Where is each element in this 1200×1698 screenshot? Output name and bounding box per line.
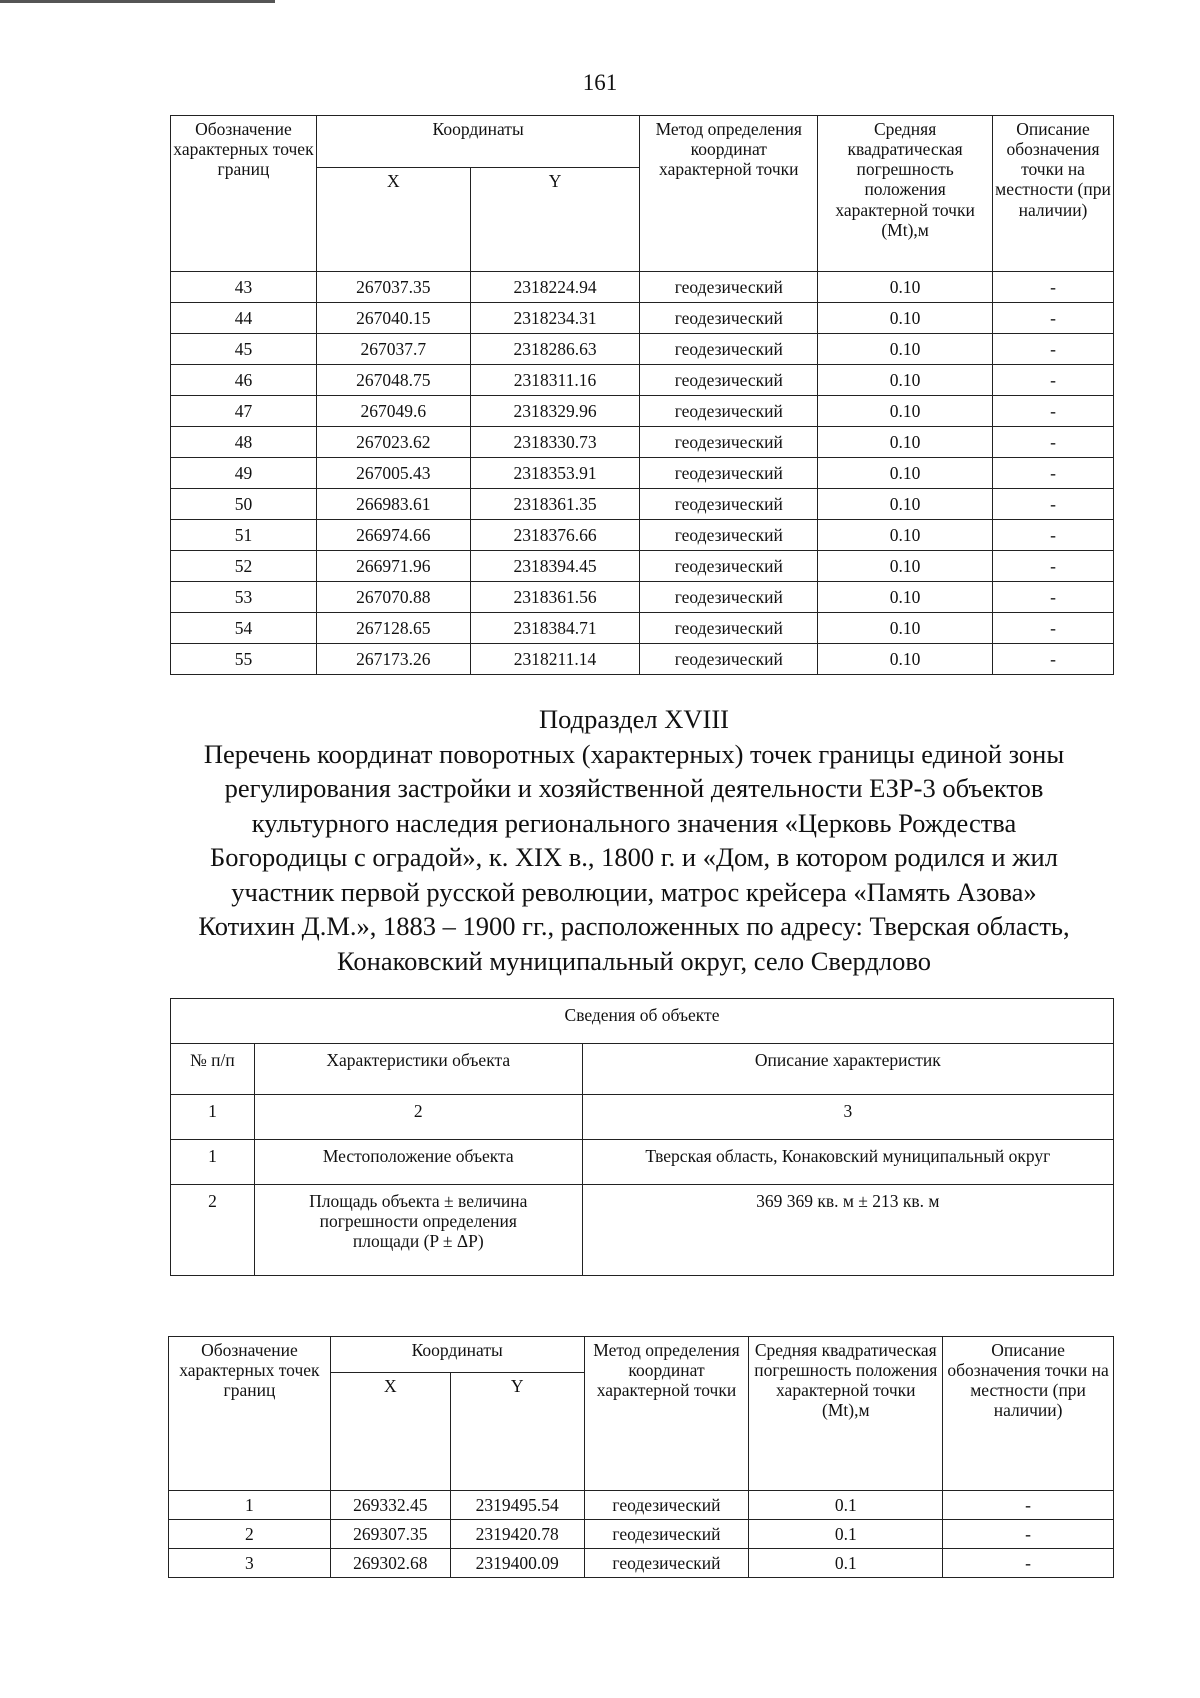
row-number: 1 — [171, 1140, 255, 1185]
point-description: - — [993, 520, 1114, 551]
coord-x: 267128.65 — [316, 613, 470, 644]
coord-x: 269332.45 — [330, 1491, 450, 1520]
point-label: 51 — [171, 520, 317, 551]
coord-y: 2318376.66 — [470, 520, 640, 551]
coord-y: 2318361.35 — [470, 489, 640, 520]
header-description: Описание обозначения точки на местности (при наличии) — [943, 1337, 1114, 1491]
section-title: Подраздел XVIII — [539, 704, 729, 734]
coord-x: 266974.66 — [316, 520, 470, 551]
coordinates-table-bottom — [168, 1336, 1114, 1578]
column-number-1: 1 — [171, 1095, 255, 1140]
table-row — [171, 613, 1114, 644]
mean-error: 0.10 — [818, 272, 993, 303]
method: геодезический — [584, 1491, 749, 1520]
table-row — [169, 1520, 1114, 1549]
header-description: Описание обозначения точки на местности (при наличии) — [993, 116, 1114, 272]
table-row — [171, 303, 1114, 334]
coord-y: 2318384.71 — [470, 613, 640, 644]
mean-error: 0.10 — [818, 582, 993, 613]
mean-error: 0.10 — [818, 365, 993, 396]
point-description: - — [993, 303, 1114, 334]
header-y: Y — [470, 168, 640, 272]
point-description: - — [993, 396, 1114, 427]
point-description: - — [993, 551, 1114, 582]
section-text-line: Конаковский муниципальный округ, село Свердлово — [337, 945, 931, 976]
point-label: 46 — [171, 365, 317, 396]
coord-x: 267049.6 — [316, 396, 470, 427]
section-text-line: Котихин Д.М.», 1883 – 1900 гг., расположенных по адресу: Тверская область, — [198, 911, 1070, 941]
table-row — [171, 582, 1114, 613]
page-number: 161 — [582, 70, 618, 95]
header-characteristics-description: Описание характеристик — [582, 1044, 1113, 1095]
table-row — [171, 272, 1114, 303]
coord-x: 267037.35 — [316, 272, 470, 303]
top-edge-line — [0, 0, 275, 3]
point-label: 48 — [171, 427, 317, 458]
table-row — [171, 427, 1114, 458]
point-label: 3 — [169, 1549, 331, 1578]
method: геодезический — [640, 489, 818, 520]
point-description: - — [993, 334, 1114, 365]
section-text-line: регулирования застройки и хозяйственной деятельности ЕЗР-3 объектов — [224, 773, 1044, 803]
table-row — [169, 1549, 1114, 1578]
method: геодезический — [640, 551, 818, 582]
point-description: - — [943, 1549, 1114, 1578]
point-label: 53 — [171, 582, 317, 613]
point-description: - — [993, 489, 1114, 520]
point-description: - — [993, 582, 1114, 613]
method: геодезический — [584, 1520, 749, 1549]
mean-error: 0.10 — [818, 396, 993, 427]
coord-y: 2319495.54 — [450, 1491, 584, 1520]
row-number: 2 — [171, 1185, 255, 1276]
method: геодезический — [640, 458, 818, 489]
coord-x: 267037.7 — [316, 334, 470, 365]
method: геодезический — [640, 396, 818, 427]
table-row — [171, 520, 1114, 551]
coord-y: 2318361.56 — [470, 582, 640, 613]
coord-y: 2318311.16 — [470, 365, 640, 396]
method: геодезический — [584, 1549, 749, 1578]
row-characteristic: Местоположение объекта — [254, 1140, 582, 1185]
mean-error: 0.10 — [818, 644, 993, 675]
object-info-table — [170, 998, 1114, 1276]
point-description: - — [993, 272, 1114, 303]
point-label: 50 — [171, 489, 317, 520]
mean-error: 0.10 — [818, 427, 993, 458]
section-text-line: культурного наследия регионального значения «Церковь Рождества — [251, 807, 1017, 838]
coord-x: 267173.26 — [316, 644, 470, 675]
row-characteristic: Площадь объекта ± величина погрешности определения площади (P ± ΔP) — [254, 1185, 582, 1276]
method: геодезический — [640, 582, 818, 613]
point-description: - — [943, 1491, 1114, 1520]
method: геодезический — [640, 365, 818, 396]
row-value: Тверская область, Конаковский муниципальный округ — [582, 1140, 1113, 1185]
mean-error: 0.10 — [818, 613, 993, 644]
point-description: - — [993, 644, 1114, 675]
table-row — [171, 458, 1114, 489]
coord-x: 267023.62 — [316, 427, 470, 458]
section-text-line: участник первой русской революции, матрос крейсера «Память Азова» — [231, 876, 1037, 907]
coord-x: 266971.96 — [316, 551, 470, 582]
coord-y: 2319400.09 — [450, 1549, 584, 1578]
coord-x: 267040.15 — [316, 303, 470, 334]
header-x: X — [316, 168, 470, 272]
header-error: Средняя квадратическая погрешность положения характерной точки (Mt),м — [818, 116, 993, 272]
point-label: 43 — [171, 272, 317, 303]
point-label: 2 — [169, 1520, 331, 1549]
header-x: X — [330, 1373, 450, 1491]
point-label: 1 — [169, 1491, 331, 1520]
header-method: Метод определения координат характерной точки — [640, 116, 818, 272]
mean-error: 0.1 — [749, 1549, 943, 1578]
column-number-3: 3 — [582, 1095, 1113, 1140]
point-description: - — [993, 458, 1114, 489]
coord-y: 2318286.63 — [470, 334, 640, 365]
coord-y: 2318330.73 — [470, 427, 640, 458]
mean-error: 0.10 — [818, 489, 993, 520]
section-heading — [150, 702, 1118, 978]
table-row — [171, 644, 1114, 675]
table-row — [171, 396, 1114, 427]
mean-error: 0.1 — [749, 1491, 943, 1520]
coord-x: 267048.75 — [316, 365, 470, 396]
table-row — [171, 334, 1114, 365]
coord-y: 2318394.45 — [470, 551, 640, 582]
coord-y: 2318353.91 — [470, 458, 640, 489]
coord-x: 267070.88 — [316, 582, 470, 613]
coordinates-table-top — [170, 115, 1114, 675]
coord-y: 2319420.78 — [450, 1520, 584, 1549]
coord-y: 2318329.96 — [470, 396, 640, 427]
point-label: 55 — [171, 644, 317, 675]
coord-x: 269302.68 — [330, 1549, 450, 1578]
table-row — [171, 489, 1114, 520]
method: геодезический — [640, 613, 818, 644]
coord-x: 266983.61 — [316, 489, 470, 520]
table-row — [171, 365, 1114, 396]
header-y: Y — [450, 1373, 584, 1491]
header-method: Метод определения координат характерной точки — [584, 1337, 749, 1491]
mean-error: 0.10 — [818, 303, 993, 334]
mean-error: 0.10 — [818, 520, 993, 551]
header-characteristics: Характеристики объекта — [254, 1044, 582, 1095]
point-description: - — [943, 1520, 1114, 1549]
mean-error: 0.10 — [818, 458, 993, 489]
coord-y: 2318234.31 — [470, 303, 640, 334]
method: геодезический — [640, 520, 818, 551]
coord-x: 269307.35 — [330, 1520, 450, 1549]
mean-error: 0.10 — [818, 551, 993, 582]
point-label: 49 — [171, 458, 317, 489]
coord-x: 267005.43 — [316, 458, 470, 489]
section-text-line: Перечень координат поворотных (характерных) точек границы единой зоны — [203, 738, 1065, 769]
coord-y: 2318211.14 — [470, 644, 640, 675]
point-description: - — [993, 613, 1114, 644]
point-label: 47 — [171, 396, 317, 427]
mean-error: 0.1 — [749, 1520, 943, 1549]
section-text-line: Богородицы с оградой», к. XIX в., 1800 г. и «Дом, в котором родился и жил — [210, 842, 1058, 872]
point-label: 52 — [171, 551, 317, 582]
point-label: 54 — [171, 613, 317, 644]
table-row — [169, 1491, 1114, 1520]
coord-y: 2318224.94 — [470, 272, 640, 303]
method: геодезический — [640, 272, 818, 303]
row-value: 369 369 кв. м ± 213 кв. м — [582, 1185, 1113, 1276]
method: геодезический — [640, 427, 818, 458]
object-table-title: Сведения об объекте — [171, 999, 1114, 1044]
header-error: Средняя квадратическая погрешность положения характерной точки (Mt),м — [749, 1337, 943, 1491]
method: геодезический — [640, 303, 818, 334]
table-row — [171, 551, 1114, 582]
header-number: № п/п — [171, 1044, 255, 1095]
point-description: - — [993, 365, 1114, 396]
header-coordinates: Координаты — [330, 1337, 584, 1373]
point-label: 44 — [171, 303, 317, 334]
column-number-2: 2 — [254, 1095, 582, 1140]
header-point: Обозначение характерных точек границ — [171, 116, 317, 272]
header-coordinates: Координаты — [316, 116, 640, 168]
point-label: 45 — [171, 334, 317, 365]
method: геодезический — [640, 334, 818, 365]
method: геодезический — [640, 644, 818, 675]
header-point: Обозначение характерных точек границ — [169, 1337, 331, 1491]
point-description: - — [993, 427, 1114, 458]
mean-error: 0.10 — [818, 334, 993, 365]
